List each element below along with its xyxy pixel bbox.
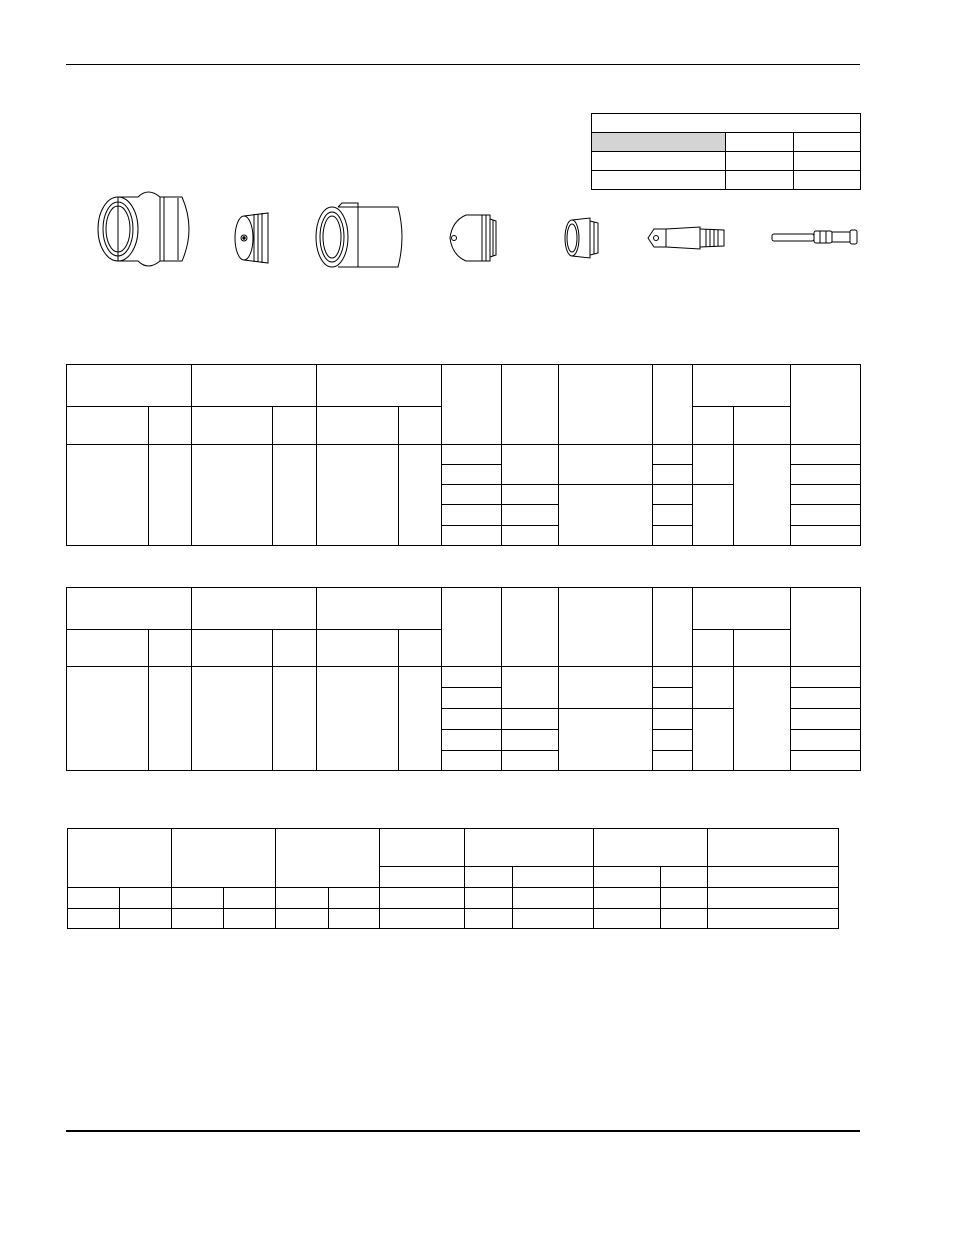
table-cell	[172, 909, 224, 929]
table-cell	[592, 133, 726, 152]
table-cell	[224, 888, 276, 909]
header-cell	[708, 829, 839, 867]
table-cell	[791, 751, 861, 771]
swirl-ring-icon	[560, 185, 606, 273]
table-cell	[502, 730, 559, 751]
header-cell	[273, 630, 317, 667]
table-cell	[276, 888, 329, 909]
table-cell	[442, 751, 502, 771]
table-cell	[442, 688, 502, 709]
table-cell	[442, 526, 502, 546]
table-cell	[465, 888, 513, 909]
header-cell	[502, 365, 559, 445]
table-cell	[559, 667, 653, 709]
table-header-row	[68, 829, 839, 867]
header-cell	[594, 829, 708, 867]
cut-chart-table	[66, 587, 861, 771]
header-cell	[172, 829, 276, 888]
table-cell	[653, 667, 693, 688]
header-cell	[399, 407, 442, 445]
nozzle-icon	[442, 185, 508, 273]
header-cell	[661, 867, 708, 888]
header-cell	[192, 630, 273, 667]
table-cell	[653, 465, 693, 485]
table-cell	[329, 888, 380, 909]
retaining-cap-icon	[310, 185, 410, 273]
table-cell	[273, 445, 317, 546]
table-cell	[442, 485, 502, 505]
header-cell	[734, 407, 791, 445]
table-cell	[791, 445, 861, 465]
table-cell	[442, 709, 502, 730]
table-cell	[594, 909, 661, 929]
header-cell	[149, 630, 192, 667]
table-cell	[502, 485, 559, 505]
table-cell	[276, 909, 329, 929]
cut-chart-table	[66, 364, 861, 546]
header-cell	[502, 588, 559, 667]
table-cell	[399, 445, 442, 546]
header-cell	[380, 867, 465, 888]
header-cell	[317, 630, 399, 667]
header-cell	[653, 588, 693, 667]
table-cell	[726, 152, 794, 171]
table-cell	[653, 709, 693, 730]
table-row	[68, 888, 839, 909]
table-cell	[67, 667, 149, 771]
table-cell	[592, 152, 726, 171]
header-cell	[653, 365, 693, 445]
table-cell	[317, 445, 399, 546]
table-cell	[661, 909, 708, 929]
header-cell	[594, 867, 661, 888]
table-cell	[149, 445, 192, 546]
header-cell	[693, 407, 734, 445]
shield-cap-icon	[232, 185, 282, 273]
header-cell	[559, 365, 653, 445]
header-cell	[67, 365, 192, 407]
header-cell	[67, 630, 149, 667]
header-cell	[559, 588, 653, 667]
table-cell	[192, 445, 273, 546]
table-cell	[708, 888, 839, 909]
header-cell	[276, 829, 380, 888]
table-cell	[380, 888, 465, 909]
table-cell	[794, 152, 861, 171]
table-row	[67, 667, 861, 688]
header-cell	[465, 829, 594, 867]
table-row	[592, 114, 861, 133]
table-cell	[559, 709, 653, 771]
table-cell	[502, 709, 559, 730]
table-cell	[192, 667, 273, 771]
table-cell	[791, 667, 861, 688]
table-cell	[653, 526, 693, 546]
table-cell	[661, 888, 708, 909]
table-row	[68, 909, 839, 929]
shield-icon	[90, 185, 202, 273]
table-cell	[653, 730, 693, 751]
table-cell	[172, 888, 224, 909]
header-cell	[708, 867, 839, 888]
table-cell	[726, 133, 794, 152]
table-cell	[149, 667, 192, 771]
table-cell	[791, 730, 861, 751]
table-cell	[653, 751, 693, 771]
header-cell	[149, 407, 192, 445]
table-cell	[120, 888, 172, 909]
table-cell	[399, 667, 442, 771]
table-cell	[120, 909, 172, 929]
header-cell	[734, 630, 791, 667]
header-cell	[192, 407, 273, 445]
table-cell	[502, 505, 559, 526]
header-cell	[192, 365, 317, 407]
table-cell	[502, 667, 559, 709]
header-cell	[399, 630, 442, 667]
table-cell	[502, 751, 559, 771]
table-cell	[594, 888, 661, 909]
footer-rule	[66, 1130, 860, 1132]
table-cell	[653, 505, 693, 526]
table-cell	[329, 909, 380, 929]
header-cell	[442, 365, 502, 445]
table-cell	[791, 465, 861, 485]
table-cell	[442, 465, 502, 485]
table-cell	[317, 667, 399, 771]
table-cell	[653, 688, 693, 709]
table-cell	[380, 909, 465, 929]
table-cell	[592, 114, 861, 133]
table-cell	[67, 445, 149, 546]
table-cell	[794, 133, 861, 152]
header-cell	[513, 867, 594, 888]
header-cell	[693, 365, 791, 407]
table-cell	[273, 667, 317, 771]
consumables-illustration	[66, 185, 860, 285]
header-cell	[380, 829, 465, 867]
table-row	[592, 152, 861, 171]
header-cell	[693, 588, 791, 630]
header-cell	[317, 588, 442, 630]
table-cell	[502, 526, 559, 546]
table-cell	[791, 505, 861, 526]
table-cell	[791, 526, 861, 546]
table-cell	[442, 667, 502, 688]
table-cell	[791, 709, 861, 730]
header-cell	[67, 588, 192, 630]
table-row	[592, 133, 861, 152]
reference-table	[591, 113, 861, 190]
table-cell	[693, 485, 734, 546]
header-cell	[317, 407, 399, 445]
header-cell	[67, 407, 149, 445]
table-header-row	[67, 365, 861, 407]
table-cell	[559, 445, 653, 485]
header-cell	[317, 365, 442, 407]
table-cell	[734, 667, 791, 771]
table-row	[67, 445, 861, 465]
water-tube-icon	[768, 185, 860, 273]
settings-table	[67, 828, 839, 929]
table-cell	[513, 909, 594, 929]
table-cell	[442, 505, 502, 526]
table-cell	[68, 888, 120, 909]
table-cell	[513, 888, 594, 909]
table-cell	[465, 909, 513, 929]
electrode-icon	[642, 185, 732, 273]
table-cell	[442, 730, 502, 751]
table-cell	[791, 485, 861, 505]
table-cell	[693, 445, 734, 485]
table-cell	[442, 445, 502, 465]
table-cell	[791, 688, 861, 709]
header-cell	[273, 407, 317, 445]
header-cell	[693, 630, 734, 667]
header-cell	[192, 588, 317, 630]
table-cell	[653, 485, 693, 505]
header-cell	[465, 867, 513, 888]
table-cell	[653, 445, 693, 465]
header-cell	[68, 829, 172, 888]
header-cell	[791, 588, 861, 667]
table-header-row	[67, 588, 861, 630]
table-cell	[693, 709, 734, 771]
header-rule	[66, 64, 860, 65]
table-cell	[502, 445, 559, 485]
table-cell	[68, 909, 120, 929]
table-cell	[693, 667, 734, 709]
table-cell	[708, 909, 839, 929]
table-cell	[734, 445, 791, 546]
header-cell	[791, 365, 861, 445]
header-cell	[442, 588, 502, 667]
table-cell	[224, 909, 276, 929]
table-cell	[559, 485, 653, 546]
